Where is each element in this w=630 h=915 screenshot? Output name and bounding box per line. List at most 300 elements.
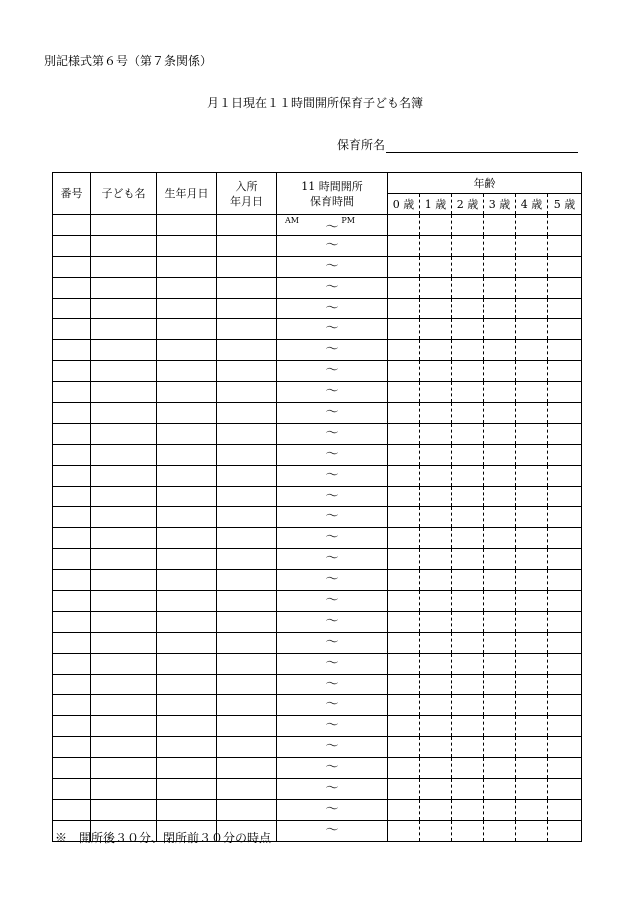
cell-admission-date[interactable] xyxy=(217,423,277,444)
cell-age-4[interactable] xyxy=(516,653,548,674)
cell-age-5[interactable] xyxy=(548,674,582,695)
cell-number[interactable] xyxy=(53,215,91,236)
cell-care-hours[interactable] xyxy=(277,277,388,298)
cell-admission-date[interactable] xyxy=(217,403,277,424)
cell-care-hours[interactable] xyxy=(277,256,388,277)
cell-age-2[interactable] xyxy=(452,820,484,841)
cell-age-2[interactable] xyxy=(452,695,484,716)
cell-number[interactable] xyxy=(53,298,91,319)
cell-care-hours[interactable] xyxy=(277,737,388,758)
cell-care-hours[interactable] xyxy=(277,799,388,820)
cell-age-5[interactable] xyxy=(548,653,582,674)
cell-age-4[interactable] xyxy=(516,340,548,361)
cell-number[interactable] xyxy=(53,528,91,549)
cell-age-0[interactable] xyxy=(388,215,420,236)
cell-age-5[interactable] xyxy=(548,215,582,236)
cell-admission-date[interactable] xyxy=(217,737,277,758)
cell-age-4[interactable] xyxy=(516,277,548,298)
cell-age-2[interactable] xyxy=(452,403,484,424)
cell-age-0[interactable] xyxy=(388,465,420,486)
cell-admission-date[interactable] xyxy=(217,298,277,319)
cell-age-3[interactable] xyxy=(484,570,516,591)
cell-age-2[interactable] xyxy=(452,779,484,800)
cell-age-3[interactable] xyxy=(484,361,516,382)
cell-age-0[interactable] xyxy=(388,486,420,507)
cell-admission-date[interactable] xyxy=(217,653,277,674)
cell-admission-date[interactable] xyxy=(217,486,277,507)
cell-number[interactable] xyxy=(53,611,91,632)
cell-birth-date[interactable] xyxy=(157,591,217,612)
cell-age-5[interactable] xyxy=(548,570,582,591)
cell-age-1[interactable] xyxy=(420,403,452,424)
cell-number[interactable] xyxy=(53,549,91,570)
cell-child-name[interactable] xyxy=(91,695,157,716)
cell-age-2[interactable] xyxy=(452,570,484,591)
cell-age-2[interactable] xyxy=(452,591,484,612)
cell-care-hours[interactable] xyxy=(277,382,388,403)
cell-birth-date[interactable] xyxy=(157,549,217,570)
cell-age-0[interactable] xyxy=(388,674,420,695)
cell-age-5[interactable] xyxy=(548,403,582,424)
cell-age-5[interactable] xyxy=(548,758,582,779)
cell-number[interactable] xyxy=(53,235,91,256)
cell-age-2[interactable] xyxy=(452,423,484,444)
cell-age-4[interactable] xyxy=(516,779,548,800)
cell-child-name[interactable] xyxy=(91,570,157,591)
cell-admission-date[interactable] xyxy=(217,632,277,653)
cell-age-4[interactable] xyxy=(516,444,548,465)
cell-age-4[interactable] xyxy=(516,549,548,570)
cell-age-4[interactable] xyxy=(516,799,548,820)
cell-age-1[interactable] xyxy=(420,820,452,841)
cell-age-1[interactable] xyxy=(420,382,452,403)
cell-age-0[interactable] xyxy=(388,507,420,528)
cell-child-name[interactable] xyxy=(91,486,157,507)
cell-child-name[interactable] xyxy=(91,549,157,570)
cell-age-5[interactable] xyxy=(548,820,582,841)
cell-number[interactable] xyxy=(53,361,91,382)
cell-age-4[interactable] xyxy=(516,382,548,403)
cell-age-1[interactable] xyxy=(420,570,452,591)
cell-admission-date[interactable] xyxy=(217,319,277,340)
cell-age-2[interactable] xyxy=(452,235,484,256)
cell-care-hours[interactable] xyxy=(277,758,388,779)
cell-birth-date[interactable] xyxy=(157,423,217,444)
cell-age-5[interactable] xyxy=(548,779,582,800)
cell-number[interactable] xyxy=(53,340,91,361)
cell-care-hours[interactable] xyxy=(277,507,388,528)
cell-age-5[interactable] xyxy=(548,486,582,507)
cell-care-hours[interactable] xyxy=(277,591,388,612)
cell-age-3[interactable] xyxy=(484,298,516,319)
cell-age-5[interactable] xyxy=(548,632,582,653)
cell-age-3[interactable] xyxy=(484,528,516,549)
cell-child-name[interactable] xyxy=(91,403,157,424)
cell-age-2[interactable] xyxy=(452,361,484,382)
cell-age-4[interactable] xyxy=(516,528,548,549)
cell-child-name[interactable] xyxy=(91,298,157,319)
cell-age-1[interactable] xyxy=(420,758,452,779)
cell-number[interactable] xyxy=(53,653,91,674)
cell-age-5[interactable] xyxy=(548,611,582,632)
cell-age-1[interactable] xyxy=(420,465,452,486)
cell-child-name[interactable] xyxy=(91,674,157,695)
cell-number[interactable] xyxy=(53,737,91,758)
cell-child-name[interactable] xyxy=(91,507,157,528)
cell-child-name[interactable] xyxy=(91,528,157,549)
cell-admission-date[interactable] xyxy=(217,528,277,549)
cell-age-4[interactable] xyxy=(516,632,548,653)
cell-birth-date[interactable] xyxy=(157,444,217,465)
cell-age-0[interactable] xyxy=(388,820,420,841)
cell-age-0[interactable] xyxy=(388,716,420,737)
cell-number[interactable] xyxy=(53,758,91,779)
cell-child-name[interactable] xyxy=(91,215,157,236)
cell-age-5[interactable] xyxy=(548,235,582,256)
cell-age-5[interactable] xyxy=(548,382,582,403)
cell-child-name[interactable] xyxy=(91,799,157,820)
cell-age-3[interactable] xyxy=(484,674,516,695)
cell-age-0[interactable] xyxy=(388,779,420,800)
cell-age-5[interactable] xyxy=(548,319,582,340)
cell-age-0[interactable] xyxy=(388,653,420,674)
cell-child-name[interactable] xyxy=(91,277,157,298)
cell-number[interactable] xyxy=(53,382,91,403)
cell-birth-date[interactable] xyxy=(157,319,217,340)
cell-age-5[interactable] xyxy=(548,277,582,298)
cell-care-hours[interactable] xyxy=(277,361,388,382)
cell-number[interactable] xyxy=(53,403,91,424)
cell-number[interactable] xyxy=(53,591,91,612)
cell-age-0[interactable] xyxy=(388,319,420,340)
cell-age-5[interactable] xyxy=(548,799,582,820)
cell-care-hours[interactable] xyxy=(277,549,388,570)
cell-age-1[interactable] xyxy=(420,695,452,716)
cell-care-hours[interactable] xyxy=(277,486,388,507)
cell-admission-date[interactable] xyxy=(217,591,277,612)
cell-age-2[interactable] xyxy=(452,465,484,486)
cell-child-name[interactable] xyxy=(91,340,157,361)
cell-birth-date[interactable] xyxy=(157,277,217,298)
cell-number[interactable] xyxy=(53,674,91,695)
cell-age-4[interactable] xyxy=(516,403,548,424)
cell-birth-date[interactable] xyxy=(157,758,217,779)
cell-age-0[interactable] xyxy=(388,528,420,549)
cell-admission-date[interactable] xyxy=(217,549,277,570)
cell-age-4[interactable] xyxy=(516,820,548,841)
cell-age-3[interactable] xyxy=(484,591,516,612)
cell-age-1[interactable] xyxy=(420,319,452,340)
cell-child-name[interactable] xyxy=(91,779,157,800)
cell-age-5[interactable] xyxy=(548,361,582,382)
cell-age-2[interactable] xyxy=(452,298,484,319)
cell-child-name[interactable] xyxy=(91,235,157,256)
cell-care-hours[interactable] xyxy=(277,820,388,841)
cell-birth-date[interactable] xyxy=(157,340,217,361)
cell-age-3[interactable] xyxy=(484,465,516,486)
cell-age-1[interactable] xyxy=(420,215,452,236)
cell-care-hours[interactable] xyxy=(277,340,388,361)
cell-child-name[interactable] xyxy=(91,382,157,403)
cell-age-4[interactable] xyxy=(516,591,548,612)
cell-age-0[interactable] xyxy=(388,340,420,361)
cell-age-2[interactable] xyxy=(452,632,484,653)
cell-age-4[interactable] xyxy=(516,298,548,319)
cell-age-1[interactable] xyxy=(420,444,452,465)
cell-age-5[interactable] xyxy=(548,444,582,465)
cell-age-1[interactable] xyxy=(420,653,452,674)
cell-admission-date[interactable] xyxy=(217,570,277,591)
cell-age-3[interactable] xyxy=(484,444,516,465)
cell-age-2[interactable] xyxy=(452,215,484,236)
cell-age-0[interactable] xyxy=(388,611,420,632)
cell-birth-date[interactable] xyxy=(157,382,217,403)
cell-age-3[interactable] xyxy=(484,340,516,361)
cell-number[interactable] xyxy=(53,423,91,444)
cell-age-1[interactable] xyxy=(420,507,452,528)
cell-admission-date[interactable] xyxy=(217,235,277,256)
cell-age-0[interactable] xyxy=(388,298,420,319)
cell-care-hours[interactable] xyxy=(277,632,388,653)
cell-age-5[interactable] xyxy=(548,256,582,277)
cell-age-2[interactable] xyxy=(452,737,484,758)
cell-age-2[interactable] xyxy=(452,256,484,277)
cell-age-4[interactable] xyxy=(516,319,548,340)
cell-age-3[interactable] xyxy=(484,758,516,779)
cell-age-1[interactable] xyxy=(420,256,452,277)
cell-age-3[interactable] xyxy=(484,549,516,570)
cell-age-1[interactable] xyxy=(420,361,452,382)
cell-age-3[interactable] xyxy=(484,611,516,632)
cell-age-4[interactable] xyxy=(516,235,548,256)
cell-age-0[interactable] xyxy=(388,256,420,277)
facility-name-line[interactable] xyxy=(386,140,578,153)
cell-admission-date[interactable] xyxy=(217,277,277,298)
cell-admission-date[interactable] xyxy=(217,507,277,528)
cell-age-3[interactable] xyxy=(484,799,516,820)
cell-admission-date[interactable] xyxy=(217,674,277,695)
cell-age-1[interactable] xyxy=(420,737,452,758)
cell-age-1[interactable] xyxy=(420,528,452,549)
cell-care-hours[interactable] xyxy=(277,319,388,340)
cell-age-1[interactable] xyxy=(420,549,452,570)
cell-age-5[interactable] xyxy=(548,340,582,361)
cell-age-1[interactable] xyxy=(420,235,452,256)
cell-number[interactable] xyxy=(53,444,91,465)
cell-child-name[interactable] xyxy=(91,737,157,758)
cell-age-0[interactable] xyxy=(388,737,420,758)
cell-age-2[interactable] xyxy=(452,799,484,820)
cell-age-2[interactable] xyxy=(452,611,484,632)
cell-age-2[interactable] xyxy=(452,758,484,779)
cell-age-4[interactable] xyxy=(516,465,548,486)
cell-care-hours[interactable] xyxy=(277,423,388,444)
cell-number[interactable] xyxy=(53,319,91,340)
cell-care-hours[interactable] xyxy=(277,695,388,716)
cell-age-4[interactable] xyxy=(516,695,548,716)
cell-number[interactable] xyxy=(53,486,91,507)
cell-age-4[interactable] xyxy=(516,423,548,444)
cell-age-4[interactable] xyxy=(516,611,548,632)
cell-birth-date[interactable] xyxy=(157,507,217,528)
cell-age-2[interactable] xyxy=(452,549,484,570)
cell-age-4[interactable] xyxy=(516,716,548,737)
cell-care-hours[interactable] xyxy=(277,570,388,591)
cell-birth-date[interactable] xyxy=(157,632,217,653)
cell-care-hours[interactable] xyxy=(277,215,388,236)
cell-admission-date[interactable] xyxy=(217,799,277,820)
cell-care-hours[interactable] xyxy=(277,611,388,632)
cell-age-0[interactable] xyxy=(388,423,420,444)
cell-care-hours[interactable] xyxy=(277,779,388,800)
cell-age-2[interactable] xyxy=(452,382,484,403)
cell-child-name[interactable] xyxy=(91,591,157,612)
cell-age-2[interactable] xyxy=(452,319,484,340)
cell-age-3[interactable] xyxy=(484,507,516,528)
cell-birth-date[interactable] xyxy=(157,256,217,277)
cell-care-hours[interactable] xyxy=(277,235,388,256)
cell-age-2[interactable] xyxy=(452,528,484,549)
cell-number[interactable] xyxy=(53,277,91,298)
cell-child-name[interactable] xyxy=(91,716,157,737)
cell-admission-date[interactable] xyxy=(217,444,277,465)
cell-number[interactable] xyxy=(53,632,91,653)
cell-age-5[interactable] xyxy=(548,298,582,319)
cell-age-5[interactable] xyxy=(548,549,582,570)
cell-number[interactable] xyxy=(53,779,91,800)
cell-age-3[interactable] xyxy=(484,716,516,737)
cell-birth-date[interactable] xyxy=(157,215,217,236)
cell-birth-date[interactable] xyxy=(157,674,217,695)
cell-birth-date[interactable] xyxy=(157,716,217,737)
cell-care-hours[interactable] xyxy=(277,674,388,695)
cell-age-3[interactable] xyxy=(484,820,516,841)
cell-admission-date[interactable] xyxy=(217,779,277,800)
cell-age-2[interactable] xyxy=(452,674,484,695)
cell-age-3[interactable] xyxy=(484,403,516,424)
cell-birth-date[interactable] xyxy=(157,403,217,424)
cell-number[interactable] xyxy=(53,256,91,277)
cell-child-name[interactable] xyxy=(91,423,157,444)
cell-age-0[interactable] xyxy=(388,695,420,716)
cell-age-4[interactable] xyxy=(516,361,548,382)
cell-age-4[interactable] xyxy=(516,737,548,758)
cell-admission-date[interactable] xyxy=(217,695,277,716)
cell-age-1[interactable] xyxy=(420,611,452,632)
cell-number[interactable] xyxy=(53,507,91,528)
cell-age-2[interactable] xyxy=(452,340,484,361)
cell-age-3[interactable] xyxy=(484,737,516,758)
cell-age-5[interactable] xyxy=(548,423,582,444)
cell-child-name[interactable] xyxy=(91,465,157,486)
cell-admission-date[interactable] xyxy=(217,716,277,737)
cell-age-1[interactable] xyxy=(420,591,452,612)
cell-number[interactable] xyxy=(53,570,91,591)
cell-age-2[interactable] xyxy=(452,653,484,674)
cell-child-name[interactable] xyxy=(91,319,157,340)
cell-admission-date[interactable] xyxy=(217,465,277,486)
cell-age-4[interactable] xyxy=(516,507,548,528)
cell-age-2[interactable] xyxy=(452,507,484,528)
cell-age-2[interactable] xyxy=(452,444,484,465)
cell-age-3[interactable] xyxy=(484,382,516,403)
cell-child-name[interactable] xyxy=(91,758,157,779)
cell-birth-date[interactable] xyxy=(157,298,217,319)
cell-age-3[interactable] xyxy=(484,486,516,507)
cell-age-3[interactable] xyxy=(484,256,516,277)
cell-admission-date[interactable] xyxy=(217,758,277,779)
cell-age-5[interactable] xyxy=(548,716,582,737)
cell-child-name[interactable] xyxy=(91,444,157,465)
cell-child-name[interactable] xyxy=(91,256,157,277)
cell-age-3[interactable] xyxy=(484,695,516,716)
cell-age-3[interactable] xyxy=(484,779,516,800)
cell-age-5[interactable] xyxy=(548,695,582,716)
cell-age-0[interactable] xyxy=(388,570,420,591)
cell-age-0[interactable] xyxy=(388,382,420,403)
cell-age-1[interactable] xyxy=(420,716,452,737)
cell-age-3[interactable] xyxy=(484,423,516,444)
cell-age-0[interactable] xyxy=(388,549,420,570)
cell-age-3[interactable] xyxy=(484,632,516,653)
cell-birth-date[interactable] xyxy=(157,235,217,256)
cell-age-0[interactable] xyxy=(388,591,420,612)
cell-age-2[interactable] xyxy=(452,277,484,298)
cell-age-1[interactable] xyxy=(420,674,452,695)
cell-admission-date[interactable] xyxy=(217,340,277,361)
cell-age-5[interactable] xyxy=(548,507,582,528)
cell-child-name[interactable] xyxy=(91,632,157,653)
cell-child-name[interactable] xyxy=(91,653,157,674)
cell-age-1[interactable] xyxy=(420,779,452,800)
cell-number[interactable] xyxy=(53,695,91,716)
cell-age-0[interactable] xyxy=(388,758,420,779)
cell-age-1[interactable] xyxy=(420,799,452,820)
cell-care-hours[interactable] xyxy=(277,528,388,549)
cell-age-0[interactable] xyxy=(388,444,420,465)
cell-care-hours[interactable] xyxy=(277,716,388,737)
cell-birth-date[interactable] xyxy=(157,528,217,549)
cell-age-1[interactable] xyxy=(420,298,452,319)
cell-birth-date[interactable] xyxy=(157,695,217,716)
cell-birth-date[interactable] xyxy=(157,486,217,507)
cell-care-hours[interactable] xyxy=(277,653,388,674)
cell-age-3[interactable] xyxy=(484,653,516,674)
cell-care-hours[interactable] xyxy=(277,444,388,465)
cell-age-1[interactable] xyxy=(420,340,452,361)
cell-age-1[interactable] xyxy=(420,277,452,298)
cell-care-hours[interactable] xyxy=(277,298,388,319)
cell-admission-date[interactable] xyxy=(217,215,277,236)
cell-age-0[interactable] xyxy=(388,403,420,424)
cell-age-0[interactable] xyxy=(388,799,420,820)
cell-age-3[interactable] xyxy=(484,235,516,256)
cell-age-2[interactable] xyxy=(452,486,484,507)
cell-number[interactable] xyxy=(53,799,91,820)
cell-admission-date[interactable] xyxy=(217,361,277,382)
cell-birth-date[interactable] xyxy=(157,799,217,820)
cell-admission-date[interactable] xyxy=(217,611,277,632)
cell-age-0[interactable] xyxy=(388,632,420,653)
cell-age-0[interactable] xyxy=(388,235,420,256)
cell-age-4[interactable] xyxy=(516,215,548,236)
cell-care-hours[interactable] xyxy=(277,465,388,486)
cell-age-4[interactable] xyxy=(516,674,548,695)
cell-age-5[interactable] xyxy=(548,591,582,612)
cell-child-name[interactable] xyxy=(91,611,157,632)
cell-age-5[interactable] xyxy=(548,528,582,549)
cell-birth-date[interactable] xyxy=(157,653,217,674)
